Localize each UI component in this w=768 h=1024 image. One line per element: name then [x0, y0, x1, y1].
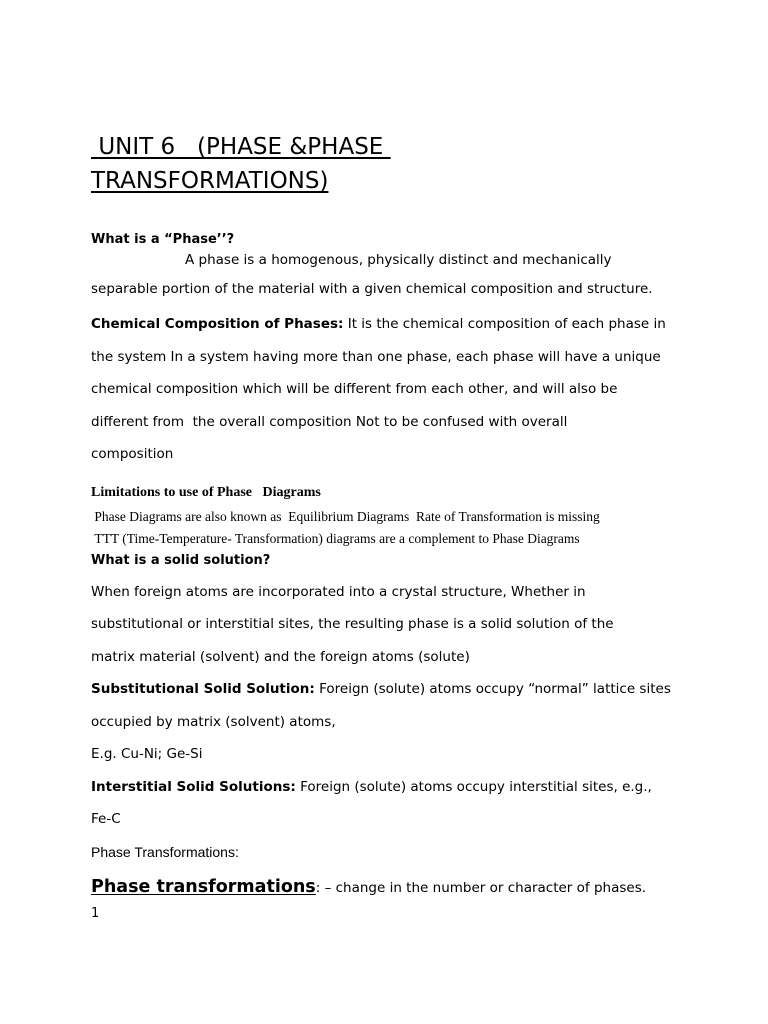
document-page — [91, 130, 691, 923]
phase-transformations-text: : – change in the number or character of phases. — [315, 880, 647, 896]
substitutional-text1: Foreign (solute) atoms occupy “normal” lattice sites — [314, 681, 671, 697]
chemical-composition-paragraph — [91, 308, 691, 341]
unit-title-line2: TRANSFORMATIONS) — [91, 168, 329, 194]
limitations-line2: TTT (Time-Temperature- Transformation) diagrams are a complement to Phase Diagrams — [91, 530, 580, 546]
interstitial-term: Interstitial Solid Solutions: — [91, 778, 296, 795]
chemical-composition-text1: It is the chemical composition of each phase in — [343, 316, 666, 332]
phase-question-heading: What is a “Phase’’? — [91, 232, 235, 247]
phase-definition-line1: A phase is a homogenous, physically distinct and mechanically — [185, 252, 612, 268]
solid-solution-heading: What is a solid solution? — [91, 552, 271, 568]
substitutional-term: Substitutional Solid Solution: — [91, 681, 315, 697]
solid-solution-line1: When foreign atoms are incorporated into a crystal structure, Whether in — [91, 583, 586, 600]
chemical-composition-line4: different from the overall composition Not to be confused with overall — [91, 413, 568, 430]
interstitial-line2: Fe-C — [91, 811, 121, 827]
phase-transformations-term: Phase transformations — [91, 877, 316, 897]
chemical-composition-line2: the system In a system having more than one phase, each phase will have a unique — [91, 348, 661, 365]
substitutional-line2: occupied by matrix (solvent) atoms, — [91, 713, 336, 730]
chemical-composition-line3: chemical composition which will be different from each other, and will also be — [91, 381, 618, 397]
substitutional-line3: E.g. Cu-Ni; Ge-Si — [91, 746, 203, 762]
solid-solution-line3: matrix material (solvent) and the foreign atoms (solute) — [91, 648, 470, 665]
limitations-line1: Phase Diagrams are also known as Equilibrium Diagrams Rate of Transformation is missing — [91, 508, 600, 524]
chemical-composition-term: Chemical Composition of Phases: — [91, 316, 344, 332]
unit-title — [91, 130, 691, 198]
page-number: 1 — [91, 906, 100, 921]
interstitial-text1: Foreign (solute) atoms occupy interstitial sites, e.g., — [295, 778, 652, 795]
phase-transformations-label: Phase Transformations: — [91, 843, 239, 860]
phase-definition-line2: separable portion of the material with a given chemical composition and structure. — [91, 281, 653, 297]
substitutional-paragraph — [91, 673, 691, 706]
interstitial-paragraph — [91, 771, 691, 804]
unit-title-line1: UNIT 6 (PHASE &PHASE — [91, 134, 391, 160]
limitations-heading: Limitations to use of Phase Diagrams — [91, 484, 321, 500]
phase-transformations-paragraph — [91, 870, 691, 905]
solid-solution-line2: substitutional or interstitial sites, the resulting phase is a solid solution of the — [91, 616, 614, 632]
chemical-composition-line5: composition — [91, 446, 174, 462]
